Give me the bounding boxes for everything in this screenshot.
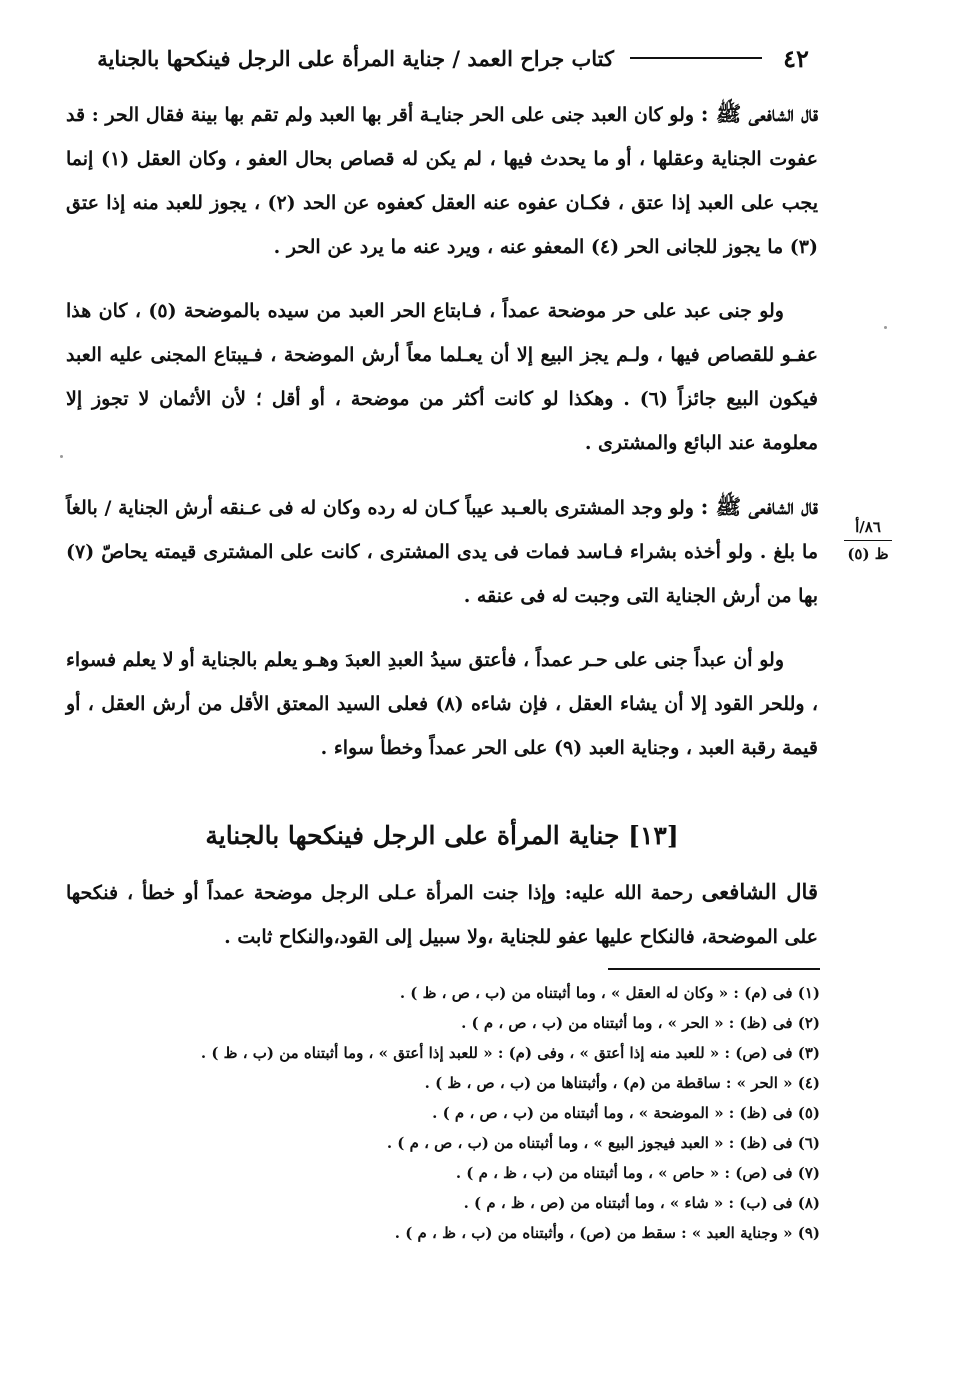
page-header bbox=[64, 38, 824, 78]
paragraph-text: رحمة الله عليه: وإذا جنت المرأة عـلى الرجل موضحة عمداً أو خطأ ، فنكحها على الموضحة، فالنكاح عليها عفو للجناية ،ولا سبيل إلى القود،والنكاح ثابت . bbox=[66, 882, 818, 948]
footnote: (٥) فى (ظ) : « الموضحة » ، وما أثبتناه من (ب ، ص ، م ) . bbox=[432, 1104, 820, 1122]
main-text bbox=[66, 92, 818, 979]
footnote-rule bbox=[608, 968, 820, 970]
margin-note-ms: ظ (٥) bbox=[847, 545, 889, 563]
speaker-label: قال الشافعى ﷺ : bbox=[700, 101, 818, 126]
scan-speck bbox=[60, 455, 63, 458]
footnote: (٤) « الحر » : ساقطة من (م) ، وأثبتناها من (ب ، ص ، ظ ) . bbox=[424, 1074, 820, 1092]
footnote: (٩) « وجناية العبد » : سقط من (ص) ، وأثبتناه من (ب ، ظ ، م ) . bbox=[394, 1224, 820, 1242]
section-paragraph bbox=[66, 870, 818, 959]
speaker-label: قال الشافعى bbox=[701, 879, 818, 904]
paragraph bbox=[66, 92, 818, 269]
running-title: كتاب جراح العمد / جناية المرأة على الرجل فينكحها بالجناية bbox=[97, 45, 614, 71]
paragraph-text: ولو وجد المشترى بالعـبد عيباً كـان له رده وكان له فى عـنقه أرش الجناية / بالغاً ما بلغ . ولو أخذه بشراء فـاسد فمات فى يدى المشترى ، كانت على المشترى قيمته يحاصّ (٧) بها من أرش الجناية التى وجبت له فى عنقه . bbox=[66, 497, 818, 607]
section-heading: [١٣] جناية المرأة على الرجل فينكحها بالجناية bbox=[205, 821, 679, 850]
footnote: (٦) فى (ظ) : « العبد فيجوز البيع » ، وما أثبتناه من (ب ، ص ، م ) . bbox=[386, 1134, 820, 1152]
footnote: (١) فى (م) : « وكان له العقل » ، وما أثبتناه من (ب ، ص ، ظ ) . bbox=[399, 984, 820, 1002]
paragraph bbox=[66, 638, 818, 770]
header-rule bbox=[630, 57, 762, 59]
page-number: ٤٢ bbox=[783, 43, 809, 73]
margin-note-folio: ٨٦/أ bbox=[855, 518, 881, 536]
footnote: (٨) فى (ب) : « شاء » ، وما أثبتناه من (ص ، ظ ، م ) . bbox=[463, 1194, 820, 1212]
paragraph bbox=[66, 289, 818, 465]
footnotes bbox=[80, 978, 820, 1248]
margin-note-rule bbox=[844, 540, 892, 541]
paragraph bbox=[66, 485, 818, 618]
scan-speck bbox=[884, 326, 887, 329]
footnote: (٧) فى (ص) : « حاص » ، وما أثبتناه من (ب ، ظ ، م ) . bbox=[455, 1164, 820, 1182]
paragraph-text: ولو جنى عبد على حر موضحة عمداً ، فـابتاع الحر العبد من سيده بالموضحة (٥) ، كان هذا عفـو للقصاص فيها ، ولـم يجز البيع إلا أن يعـلما معاً أرش الموضحة ، فـيبتاع المجنى عليه العبد فيكون البيع جائزاً (٦) . وهكذا لو كانت أكثر من موضحة ، أو أقل ؛ لأن الأثمان لا تجوز إلا معلومة عند البائع والمشترى . bbox=[66, 300, 818, 454]
margin-folio-note bbox=[838, 516, 898, 565]
footnote: (٣) فى (ص) : « للعبد منه إذا أعتق » ، وفى (م) : « للعبد إذا أعتق » ، وما أثبتناه من (ب ، ظ ) . bbox=[200, 1044, 820, 1062]
paragraph-text: ولو أن عبداً جنى على حـر عمداً ، فأعتق سيدُ العبدِ العبدَ وهـو يعلم بالجناية أو لا يعلم فسواء ، وللحر القود إلا أن يشاء العقل ، فإن شاءه (٨) فعلى السيد المعتق الأقل من أرش العقل ، أو قيمة رقبة العبد ، وجناية العبد (٩) على الحر عمداً وخطأ سواء . bbox=[66, 649, 818, 759]
footnote: (٢) فى (ظ) : « الحر » ، وما أثبتناه من (ب ، ص ، م ) . bbox=[461, 1014, 820, 1032]
speaker-label: قال الشافعى ﷺ : bbox=[700, 494, 818, 519]
paragraph-text: ولو كان العبد جنى على الحر جنايـة أقر بها العبد ولم تقم بها بينة فقال الحر : قد عفوت الجناية وعقلها ، أو ما يحدث فيها ، لم يكن له قصاص بحال العفو ، وكان العقل (١) إنما يجب على العبد إذا عتق ، فكـان عفوه عنه العقل كعفوه عن الحد (٢) ، يجوز للعبد منه إذا عتق (٣) ما يجوز للجانى الحر (٤) المعفو عنه ، ويرد عنه ما يرد عن الحر . bbox=[66, 104, 818, 258]
